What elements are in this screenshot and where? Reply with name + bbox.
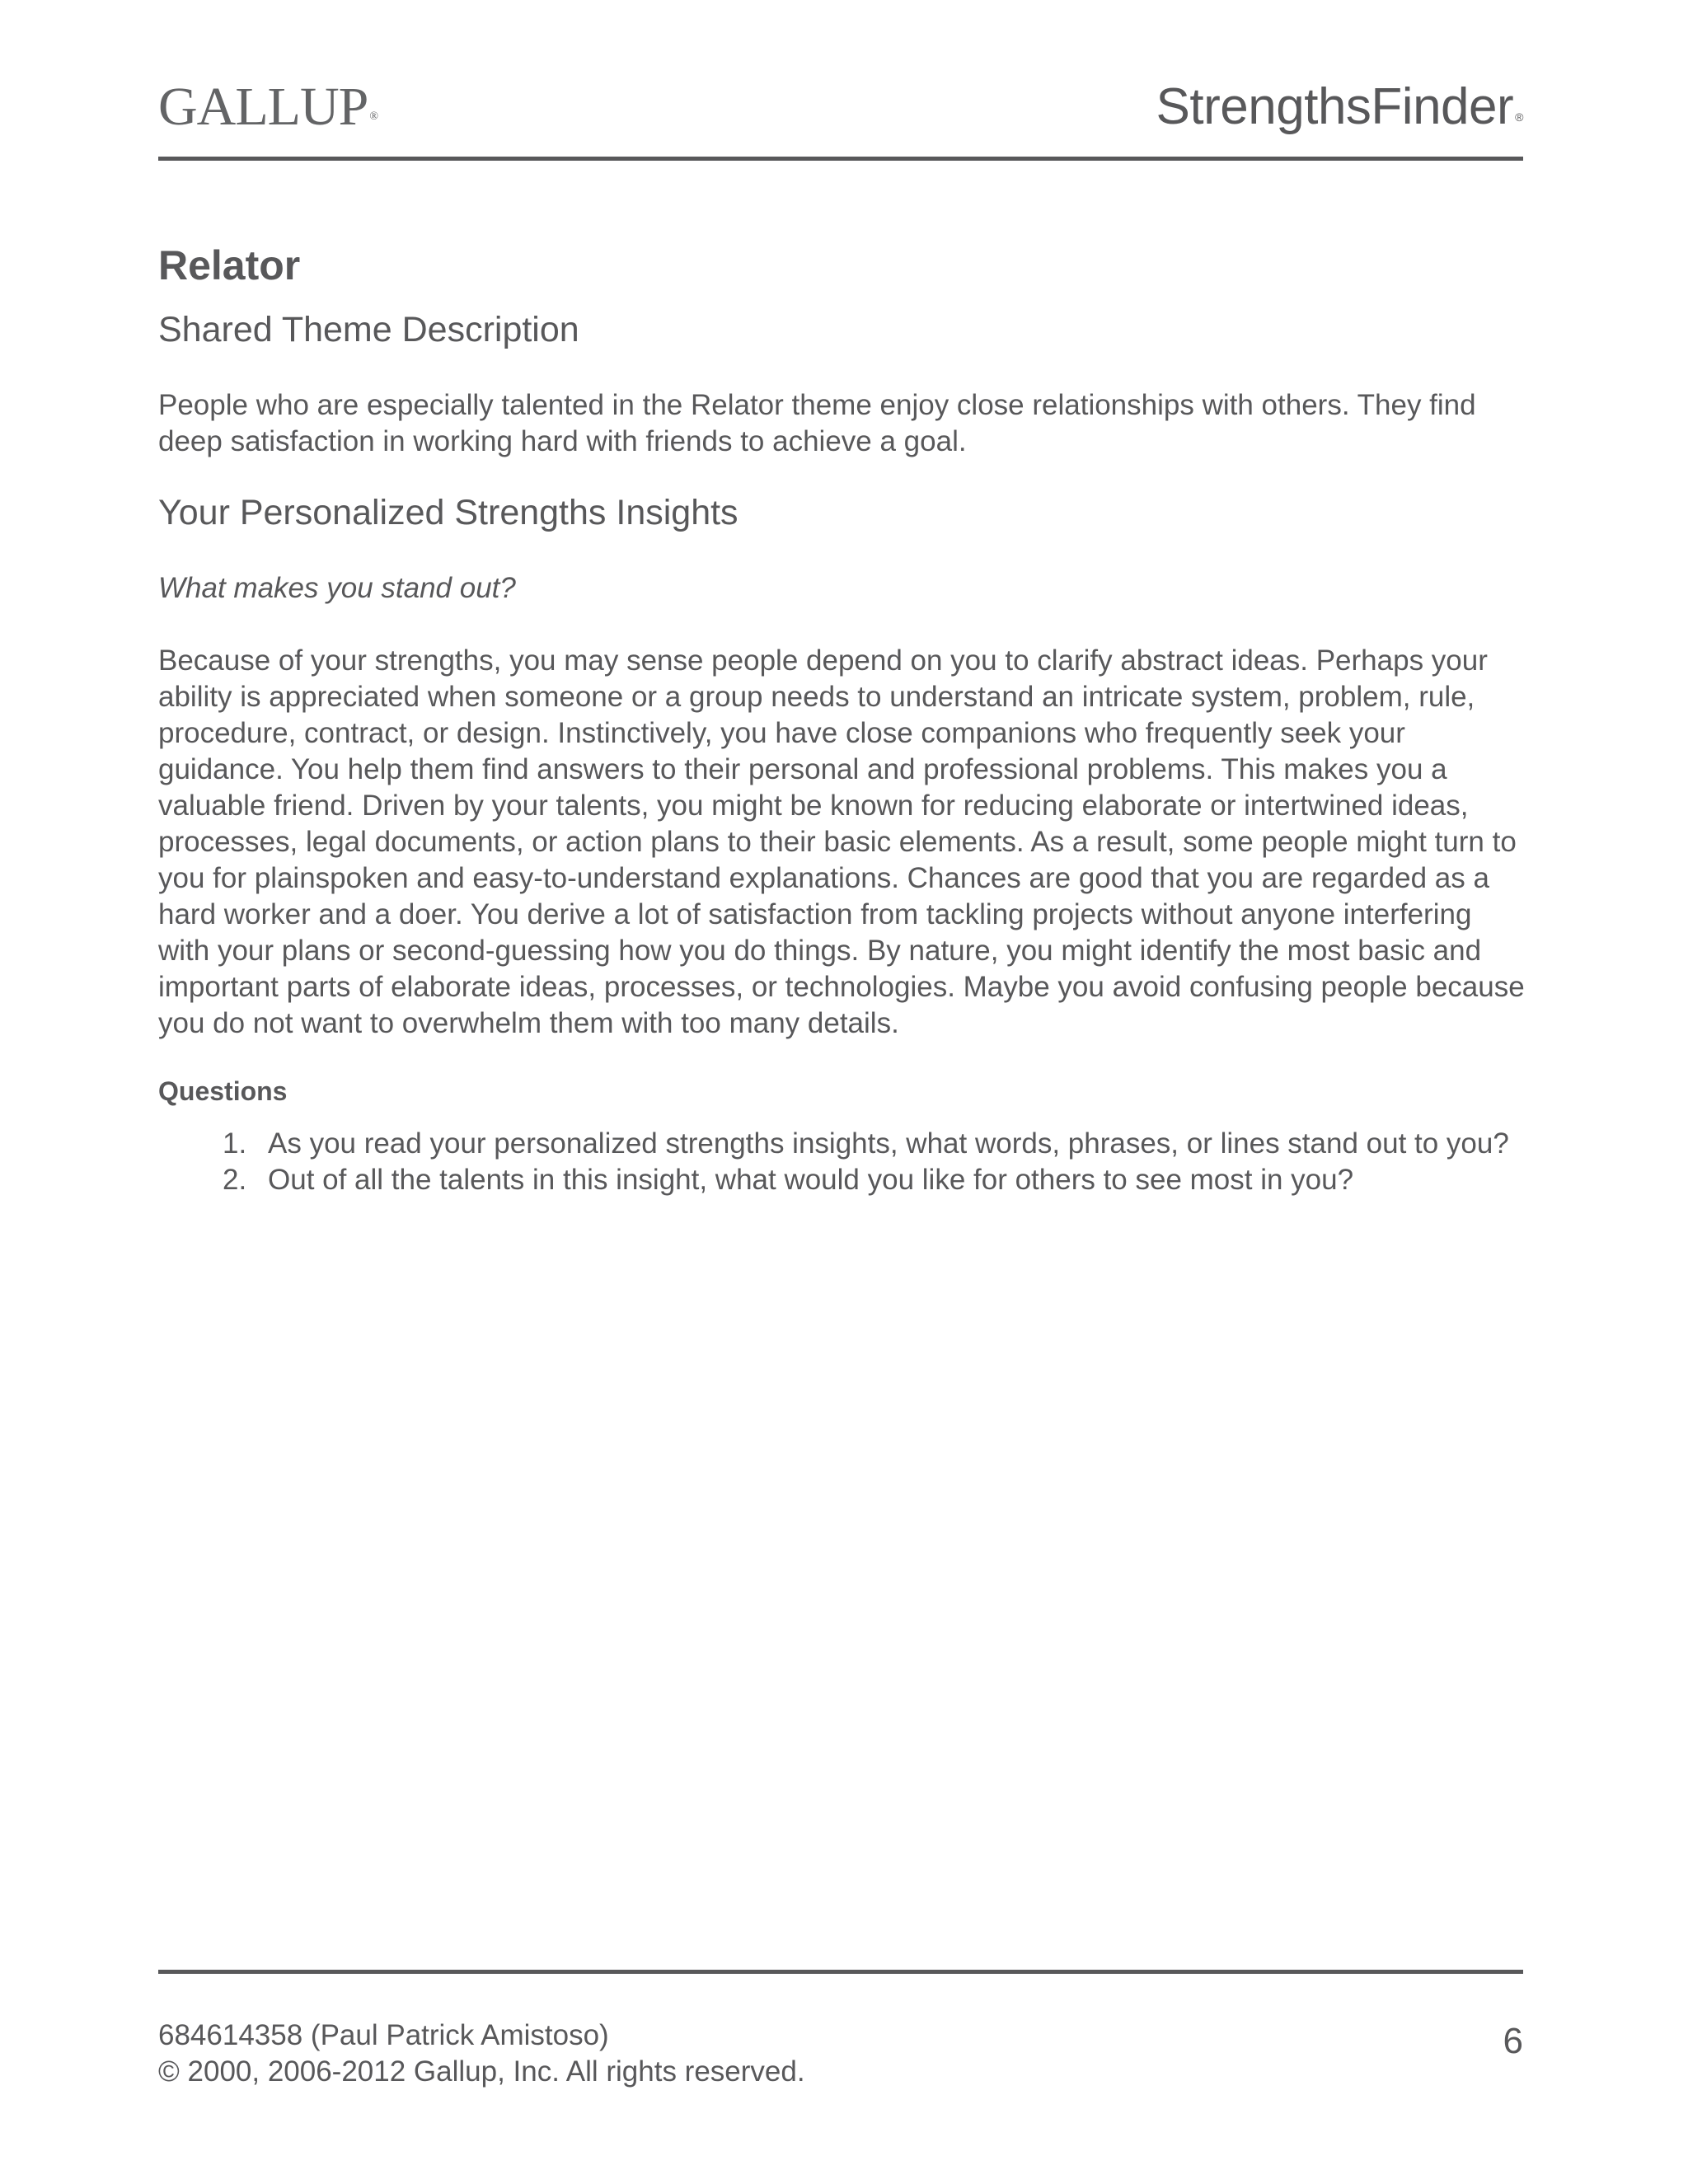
question-text: As you read your personalized strengths insights, what words, phrases, or lines stand out to you?	[268, 1127, 1509, 1160]
page-footer	[158, 2018, 1523, 2090]
shared-theme-heading: Shared Theme Description	[158, 310, 579, 349]
shared-theme-description: People who are especially talented in the Relator theme enjoy close relationships with others. They find deep satisfaction in working hard with friends to achieve a goal.	[158, 389, 1476, 457]
question-item	[158, 1162, 1526, 1198]
header-divider	[158, 157, 1523, 161]
page-number: 6	[1503, 2021, 1523, 2061]
question-number: 2.	[223, 1164, 247, 1196]
personalized-insights-heading: Your Personalized Strengths Insights	[158, 493, 738, 532]
questions-label: Questions	[158, 1076, 288, 1106]
strengthsfinder-logo: StrengthsFinder ®	[1156, 78, 1523, 135]
question-list	[158, 1126, 1526, 1198]
footer-divider	[158, 1970, 1523, 1974]
main-content	[158, 241, 1526, 1198]
question-number: 1.	[223, 1127, 247, 1160]
question-item	[158, 1126, 1526, 1162]
footer-user-id: 684614358 (Paul Patrick Amistoso)	[158, 2019, 609, 2051]
insight-body: Because of your strengths, you may sense people depend on you to clarify abstract ideas. Perhaps your ability is appreciated when someone or a group needs to understand an intricate system, problem, rule, procedure, contract, or design. Instinctively, you have close companions who frequently seek your guidance. You help them find answers to their personal and professional problems. This makes you a valuable friend. Driven by your talents, you might be known for reducing elaborate or intertwined ideas, processes, legal documents, or action plans to their basic elements. As a result, some people might turn to you for plainspoken and easy-to-understand explanations. Chances are good that you are regarded as a hard worker and a doer. You derive a lot of satisfaction from tackling projects without anyone interfering with your plans or second-guessing how you do things. By nature, you might identify the most basic and important parts of elaborate ideas, processes, or technologies. Maybe you avoid confusing people because you do not want to overwhelm them with too many details.	[158, 644, 1525, 1039]
footer-copyright: © 2000, 2006-2012 Gallup, Inc. All rights reserved.	[158, 2055, 805, 2088]
document-page	[158, 0, 1523, 2184]
theme-title: Relator	[158, 242, 301, 288]
gallup-logo: GALLUP ®	[158, 77, 377, 137]
question-text: Out of all the talents in this insight, what would you like for others to see most in you?	[268, 1164, 1354, 1196]
standout-question: What makes you stand out?	[158, 572, 516, 604]
page-header	[158, 76, 1523, 158]
